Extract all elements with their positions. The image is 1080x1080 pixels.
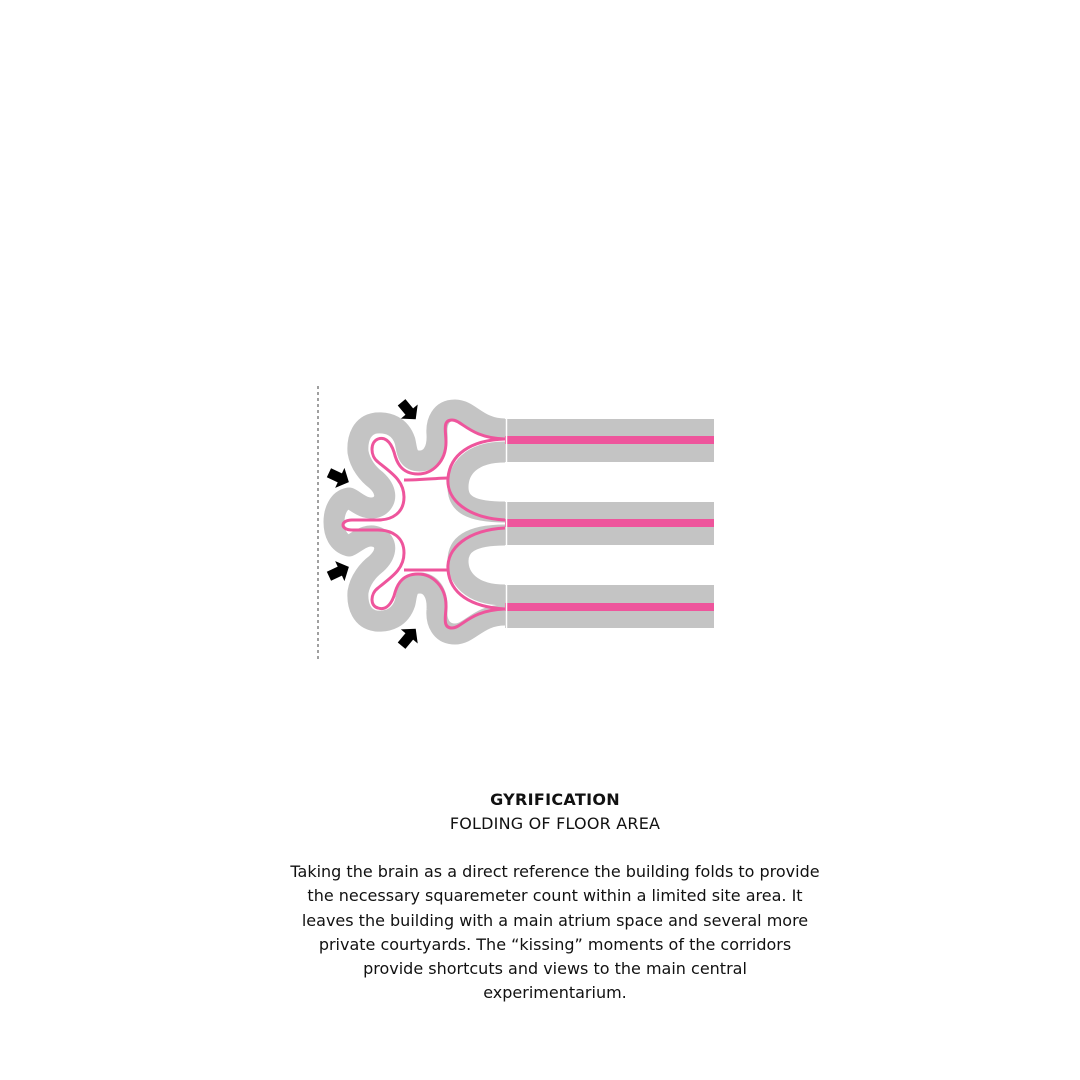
connector-loop-upper [458, 452, 505, 512]
connector-loop-lower [458, 535, 505, 595]
arrow-icon [324, 557, 353, 586]
corridor-wings [505, 419, 714, 628]
caption-body: Taking the brain as a direct reference the building folds to provide the necessary squaremeter count within a limited site area. It leaves the building with a main atrium space and several more private courtyards. The “kissing” moments of the corridors provide shortcuts and views to the main central experimentarium. [290, 862, 820, 1003]
caption-block [290, 788, 820, 1006]
circulation-path-spine [404, 478, 448, 570]
highlight-line-middle [505, 519, 714, 527]
highlight-line-bottom [505, 603, 714, 611]
caption-subtitle: FOLDING OF FLOOR AREA [449, 814, 661, 833]
highlight-line-top [505, 436, 714, 444]
caption-title: GYRIFICATION [490, 790, 620, 809]
